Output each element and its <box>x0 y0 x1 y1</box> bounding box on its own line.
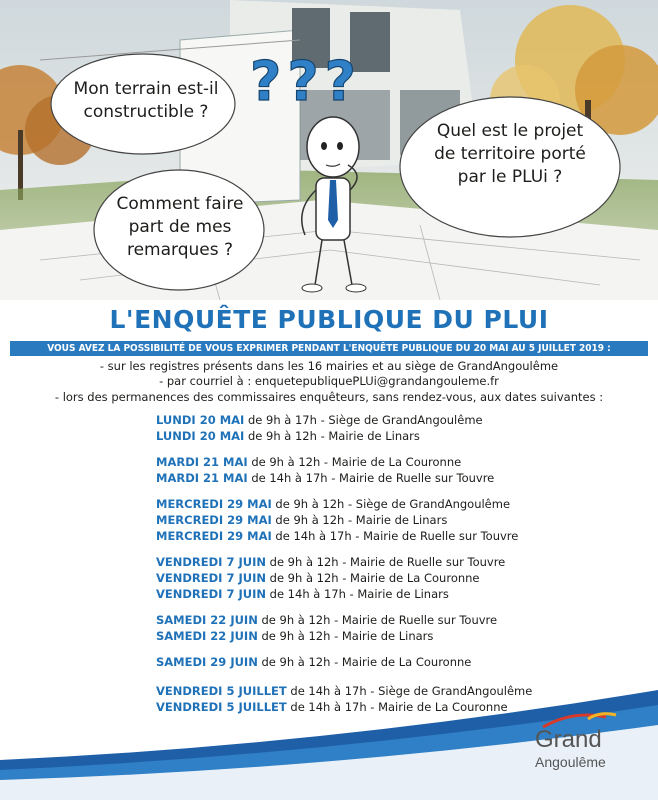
schedule-row <box>156 555 505 569</box>
schedule-row <box>156 413 483 427</box>
schedule-details: de 9h à 17h - Siège de GrandAngoulême <box>248 413 483 427</box>
logo-angouleme: Angoulême <box>535 754 606 770</box>
schedule-row <box>156 571 480 585</box>
bubble-terrain-text <box>61 78 231 124</box>
intro-courriel: - par courriel à : enquetepubliquePLUi@grandangouleme.fr <box>159 374 499 388</box>
bubble-line: Comment faire <box>116 194 244 214</box>
schedule-row <box>156 529 518 543</box>
schedule-row <box>156 629 433 643</box>
bubble-line: par le PLUi ? <box>457 167 563 187</box>
schedule-details: de 14h à 17h - Mairie de La Couronne <box>290 700 508 714</box>
schedule-details: de 9h à 12h - Mairie de La Couronne <box>261 655 472 669</box>
schedule-day: MARDI 21 MAI <box>156 471 248 485</box>
schedule-details: de 14h à 17h - Mairie de Linars <box>269 587 449 601</box>
schedule-day: MERCREDI 29 MAI <box>156 497 272 511</box>
schedule-day: SAMEDI 29 JUIN <box>156 655 258 669</box>
bubble-remarques-text <box>100 193 260 262</box>
logo-grand: Grand <box>535 726 602 753</box>
schedule-day: LUNDI 20 MAI <box>156 429 245 443</box>
schedule-row <box>156 497 510 511</box>
date-banner: VOUS AVEZ LA POSSIBILITÉ DE VOUS EXPRIMER PENDANT L'ENQUÊTE PUBLIQUE DU 20 MAI AU 5 JUILLET 2019 : <box>10 341 648 356</box>
intro-registres: - sur les registres présents dans les 16 mairies et au siège de GrandAngoulême <box>99 359 559 373</box>
bubble-projet-text <box>415 120 605 189</box>
bubble-line: de territoire porté <box>434 144 586 164</box>
schedule-row <box>156 455 461 469</box>
schedule-row <box>156 513 447 527</box>
schedule-day: VENDREDI 7 JUIN <box>156 571 266 585</box>
schedule-details: de 9h à 12h - Mairie de Linars <box>275 513 448 527</box>
schedule-details: de 9h à 12h - Mairie de Ruelle sur Touvre <box>261 613 498 627</box>
schedule-row <box>156 471 494 485</box>
schedule-row <box>156 655 471 669</box>
schedule-row <box>156 429 420 443</box>
schedule-day: SAMEDI 22 JUIN <box>156 629 258 643</box>
schedule-details: de 9h à 12h - Mairie de Linars <box>261 629 434 643</box>
schedule-details: de 9h à 12h - Mairie de La Couronne <box>251 455 462 469</box>
schedule-details: de 9h à 12h - Mairie de La Couronne <box>269 571 480 585</box>
schedule-row <box>156 613 497 627</box>
schedule-details: de 14h à 17h - Mairie de Ruelle sur Touvre <box>275 529 519 543</box>
schedule-details: de 14h à 17h - Mairie de Ruelle sur Touvre <box>251 471 495 485</box>
schedule-day: VENDREDI 5 JUILLET <box>156 684 287 698</box>
schedule-row <box>156 587 449 601</box>
intro-permanences: - lors des permanences des commissaires enquêteurs, sans rendez-vous, aux dates suivantes : <box>54 390 604 404</box>
schedule-day: LUNDI 20 MAI <box>156 413 245 427</box>
schedule-details: de 9h à 12h - Siège de GrandAngoulême <box>275 497 511 511</box>
schedule-details: de 9h à 12h - Mairie de Linars <box>248 429 420 443</box>
schedule-day: VENDREDI 5 JUILLET <box>156 700 287 714</box>
bubble-line: remarques ? <box>126 240 234 260</box>
question-marks: ??? <box>250 50 362 113</box>
schedule-day: SAMEDI 22 JUIN <box>156 613 258 627</box>
bubble-line: part de mes <box>128 217 232 237</box>
schedule-day: MERCREDI 29 MAI <box>156 513 272 527</box>
schedule-day: MARDI 21 MAI <box>156 455 248 469</box>
schedule-details: de 14h à 17h - Siège de GrandAngoulême <box>290 684 533 698</box>
bubble-line: constructible ? <box>83 102 209 122</box>
bubble-line: Quel est le projet <box>436 121 584 141</box>
bubble-line: Mon terrain est-il <box>73 79 219 99</box>
schedule-day: VENDREDI 7 JUIN <box>156 555 266 569</box>
schedule-day: MERCREDI 29 MAI <box>156 529 272 543</box>
schedule-day: VENDREDI 7 JUIN <box>156 587 266 601</box>
schedule-details: de 9h à 12h - Mairie de Ruelle sur Touvre <box>269 555 506 569</box>
page-title: L'ENQUÊTE PUBLIQUE DU PLUI <box>109 305 549 334</box>
